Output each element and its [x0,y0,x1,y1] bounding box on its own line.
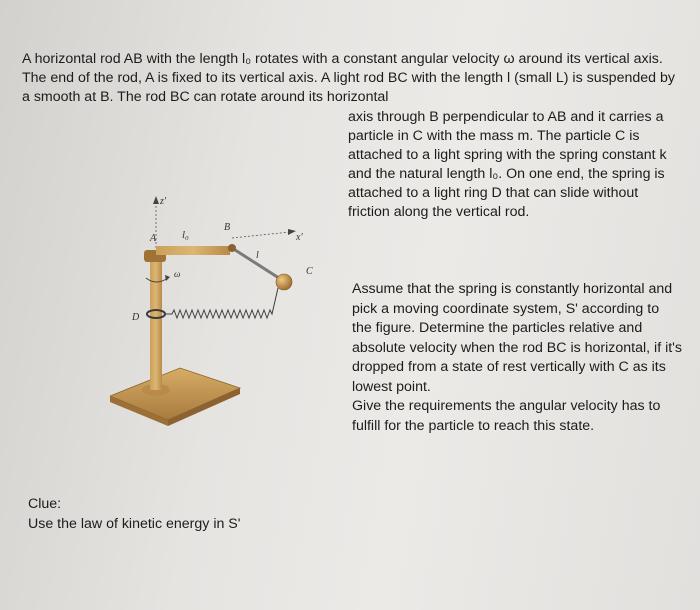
clue-heading: Clue: [28,496,62,512]
label-C: C [306,266,313,277]
spring [164,288,278,318]
mechanism-figure [110,190,340,440]
label-A: A [150,233,157,244]
label-l0: l₀ [182,229,189,241]
x-axis-line [232,232,290,238]
problem-intro-text: A horizontal rod AB with the length l₀ rotates with a constant angular velocity ω around its vertical axis. The end of the rod, A is fixed to its vertical axis. A light rod BC with the length l (small L) is suspended by a smooth at B. The rod BC can rotate around its horizontal [22,51,675,105]
z-axis-arrow [153,196,159,204]
label-omega: ω [174,269,181,279]
label-x-axis: x' [296,232,303,243]
problem-paragraph-1: axis through B perpendicular to AB and it carries a particle in C with the mass m. The particle C is attached to a light spring with the spring constant k and the natural length l₀. On one end, the spring is attached to a light ring D that can slide without friction along the vertical rod. [348,109,667,220]
rod-AB [156,246,230,255]
label-l: l [256,250,259,261]
clue-block [28,494,240,534]
clue-text: Use the law of kinetic energy in S' [28,516,241,532]
omega-arrowhead [165,275,170,281]
particle-C [276,274,292,290]
joint-B [228,244,236,252]
label-B: B [224,222,231,233]
base-plate [110,368,240,420]
label-D: D [132,312,140,323]
label-z-axis: z' [160,196,167,207]
problem-paragraph-group [352,280,682,436]
x-axis-arrow [288,229,296,235]
problem-paragraph-2: Assume that the spring is constantly horizontal and pick a moving coordinate system, S' according to the figure. Determine the particles relative and absolute velocity when the rod BC is horizontal, if it's dropped from a state of rest vertically with C as its lowest point. [352,281,682,395]
problem-paragraph-3: Give the requirements the angular velocity has to fulfill for the particle to reach this state. [352,398,661,434]
vertical-rod [150,260,162,390]
